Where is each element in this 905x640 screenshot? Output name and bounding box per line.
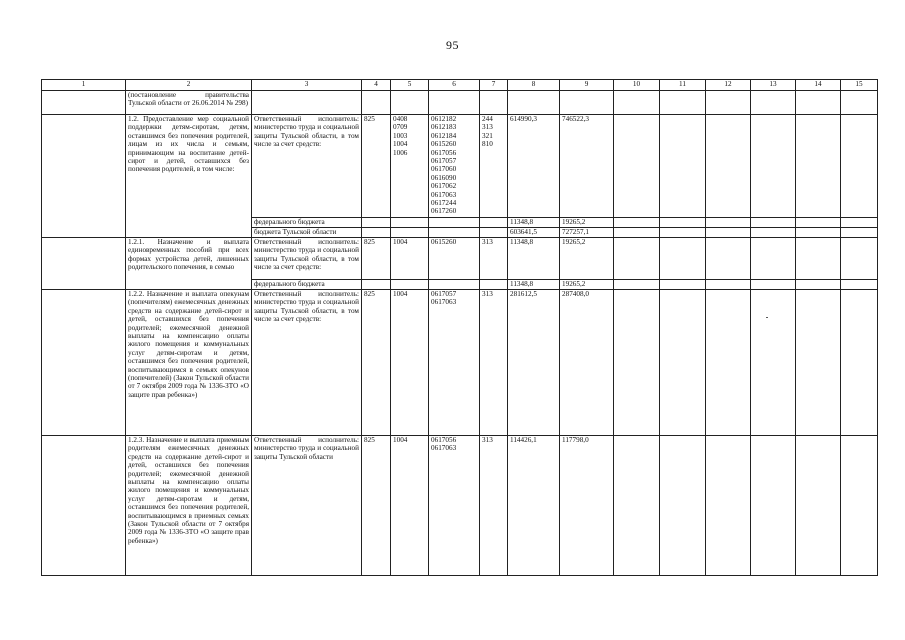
- table-cell: [751, 91, 796, 115]
- column-header: 6: [429, 80, 480, 91]
- table-cell: [614, 238, 660, 280]
- table-cell: [362, 280, 391, 290]
- amount-cell: 614990,3: [508, 115, 560, 218]
- table-cell: [480, 91, 508, 115]
- table-cell: [706, 280, 751, 290]
- table-cell: [660, 238, 706, 280]
- measure-description: (постановление правительства Тульской области от 26.06.2014 № 298): [126, 91, 252, 115]
- table-cell: [841, 91, 878, 115]
- amount-cell: 19265,2: [560, 218, 614, 228]
- table-cell: [660, 290, 706, 436]
- table-row: [42, 91, 878, 115]
- table-cell: [660, 115, 706, 218]
- table-cell: [751, 218, 796, 228]
- code-cell: 244 313 321 810: [480, 115, 508, 218]
- header-row: [42, 80, 878, 91]
- code-cell: 825: [362, 290, 391, 436]
- executor-cell: Ответственный исполнитель: министерство труда и социальной защиты Тульской области: [252, 436, 362, 576]
- executor-cell: Ответственный исполнитель: министерство труда и социальной защиты Тульской области, в том числе за счет средств:: [252, 115, 362, 218]
- code-cell: 825: [362, 238, 391, 280]
- table-cell: [796, 238, 841, 280]
- table-cell: [841, 290, 878, 436]
- funding-source-label: федерального бюджета: [252, 218, 362, 228]
- scan-speck: [766, 317, 768, 318]
- table-cell: [706, 436, 751, 576]
- table-cell: [796, 228, 841, 238]
- measure-description: 1.2.3. Назначение и выплата приемным родителям ежемесячных денежных средств на содержание детей-сирот и детей, оставшихся без попечения родителей; ежемесячной денежной выплаты на компенсацию оплаты жилого помещения и коммунальных услуг детям-сиротам и детям, оставшимся без попечения родителей, воспитывающимся в приемных семьях (Закон Тульской области от 7 октября 2009 года № 1336-ЗТО «О защите прав ребенка»): [126, 436, 252, 576]
- code-cell: 1004: [391, 290, 429, 436]
- table-cell: [362, 218, 391, 228]
- amount-cell: 281612,5: [508, 290, 560, 436]
- amount-cell: 603641,5: [508, 228, 560, 238]
- table-cell: [706, 91, 751, 115]
- table-cell: [362, 91, 391, 115]
- table-cell: [706, 115, 751, 218]
- column-header: 2: [126, 80, 252, 91]
- table-cell: [660, 91, 706, 115]
- table-cell: [480, 280, 508, 290]
- measure-description: 1.2. Предоставление мер социальной поддержки детям-сиротам, детям, оставшимся без попечения родителей, лицам из их числа и семьям, принимающим на воспитание детей-сирот и детей, оставшихся без попечения родителей, в том числе:: [126, 115, 252, 238]
- funding-source-label: федерального бюджета: [252, 280, 362, 290]
- code-cell: 825: [362, 115, 391, 218]
- table-cell: [429, 228, 480, 238]
- column-header: 1: [42, 80, 126, 91]
- column-header: 13: [751, 80, 796, 91]
- amount-cell: 19265,2: [560, 280, 614, 290]
- executor-cell: [252, 91, 362, 115]
- amount-cell: 287408,0: [560, 290, 614, 436]
- table-cell: [429, 218, 480, 228]
- code-cell: 0617057 0617063: [429, 290, 480, 436]
- table-cell: [796, 290, 841, 436]
- measure-description: 1.2.2. Назначение и выплата опекунам (попечителям) ежемесячных денежных средств на содержание детей-сирот и детей, оставшихся без попечения родителей; ежемесячной денежной выплаты на компенсацию оплаты жилого помещения и коммунальных услуг детям-сиротам и детям, оставшимся без попечения родителей, воспитывающимся в семьях опекунов (попечителей) (Закон Тульской области от 7 октября 2009 года № 1336-ЗТО «О защите прав ребенка»): [126, 290, 252, 436]
- column-header: 14: [796, 80, 841, 91]
- table-cell: [42, 115, 126, 238]
- table-cell: [614, 115, 660, 218]
- table-cell: [751, 115, 796, 218]
- measure-description: 1.2.1. Назначение и выплата единовременных пособий при всех формах устройства детей, лишенных родительского попечения, в семью: [126, 238, 252, 290]
- column-header: 3: [252, 80, 362, 91]
- column-header: 15: [841, 80, 878, 91]
- table-cell: [751, 290, 796, 436]
- amount-cell: 117798,0: [560, 436, 614, 576]
- table-cell: [42, 436, 126, 576]
- page-number: 95: [446, 38, 459, 52]
- code-cell: 313: [480, 290, 508, 436]
- table-cell: [429, 91, 480, 115]
- column-header: 11: [660, 80, 706, 91]
- amount-cell: 746522,3: [560, 115, 614, 218]
- table-cell: [614, 228, 660, 238]
- table-row: [42, 238, 878, 280]
- table-cell: [660, 280, 706, 290]
- table-cell: [391, 91, 429, 115]
- amount-cell: 11348,8: [508, 280, 560, 290]
- table-cell: [796, 436, 841, 576]
- amount-cell: 19265,2: [560, 238, 614, 280]
- code-cell: 825: [362, 436, 391, 576]
- table-row: [42, 115, 878, 218]
- table-cell: [42, 290, 126, 436]
- table-cell: [614, 290, 660, 436]
- table-cell: [841, 218, 878, 228]
- table-cell: [796, 91, 841, 115]
- table-cell: [706, 228, 751, 238]
- table-cell: [841, 115, 878, 218]
- table-cell: [841, 280, 878, 290]
- amount-cell: 11348,8: [508, 238, 560, 280]
- column-header: 8: [508, 80, 560, 91]
- table-cell: [751, 280, 796, 290]
- table-row: [42, 436, 878, 576]
- table-cell: [391, 218, 429, 228]
- table-cell: [751, 238, 796, 280]
- table-cell: [706, 290, 751, 436]
- table-cell: [660, 218, 706, 228]
- code-cell: 0612182 0612183 0612184 0615260 0617056 0617057 0617060 0616090 0617062 0617063 0617244 0617260: [429, 115, 480, 218]
- table-cell: [841, 228, 878, 238]
- amount-cell: 11348,8: [508, 218, 560, 228]
- table-cell: [796, 218, 841, 228]
- table-cell: [751, 228, 796, 238]
- table-cell: [706, 238, 751, 280]
- table-cell: [614, 91, 660, 115]
- table-cell: [42, 91, 126, 115]
- table-cell: [706, 218, 751, 228]
- funding-source-label: бюджета Тульской области: [252, 228, 362, 238]
- code-cell: 313: [480, 436, 508, 576]
- amount-cell: 114426,1: [508, 436, 560, 576]
- table-cell: [42, 238, 126, 290]
- code-cell: 1004: [391, 238, 429, 280]
- table-cell: [614, 436, 660, 576]
- column-header: 10: [614, 80, 660, 91]
- code-cell: 0408 0709 1003 1004 1006: [391, 115, 429, 218]
- table-cell: [391, 280, 429, 290]
- table-cell: [660, 436, 706, 576]
- table-cell: [614, 280, 660, 290]
- table-cell: [508, 91, 560, 115]
- table-cell: [480, 228, 508, 238]
- budget-table: [41, 79, 878, 576]
- table-cell: [841, 436, 878, 576]
- code-cell: 0617056 0617063: [429, 436, 480, 576]
- table-cell: [841, 238, 878, 280]
- executor-cell: Ответственный исполнитель: министерство труда и социальной защиты Тульской области, в том числе за счет средств:: [252, 290, 362, 436]
- amount-cell: 727257,1: [560, 228, 614, 238]
- table-row: [42, 290, 878, 436]
- table-cell: [796, 280, 841, 290]
- code-cell: 1004: [391, 436, 429, 576]
- column-header: 9: [560, 80, 614, 91]
- table-cell: [429, 280, 480, 290]
- column-header: 7: [480, 80, 508, 91]
- column-header: 5: [391, 80, 429, 91]
- column-header: 12: [706, 80, 751, 91]
- table-cell: [362, 228, 391, 238]
- table-cell: [796, 115, 841, 218]
- table-cell: [560, 91, 614, 115]
- code-cell: 313: [480, 238, 508, 280]
- column-header: 4: [362, 80, 391, 91]
- code-cell: 0615260: [429, 238, 480, 280]
- table-cell: [751, 436, 796, 576]
- table-cell: [480, 218, 508, 228]
- table-cell: [614, 218, 660, 228]
- table-cell: [660, 228, 706, 238]
- table-cell: [391, 228, 429, 238]
- executor-cell: Ответственный исполнитель: министерство труда и социальной защиты Тульской области, в том числе за счет средств:: [252, 238, 362, 280]
